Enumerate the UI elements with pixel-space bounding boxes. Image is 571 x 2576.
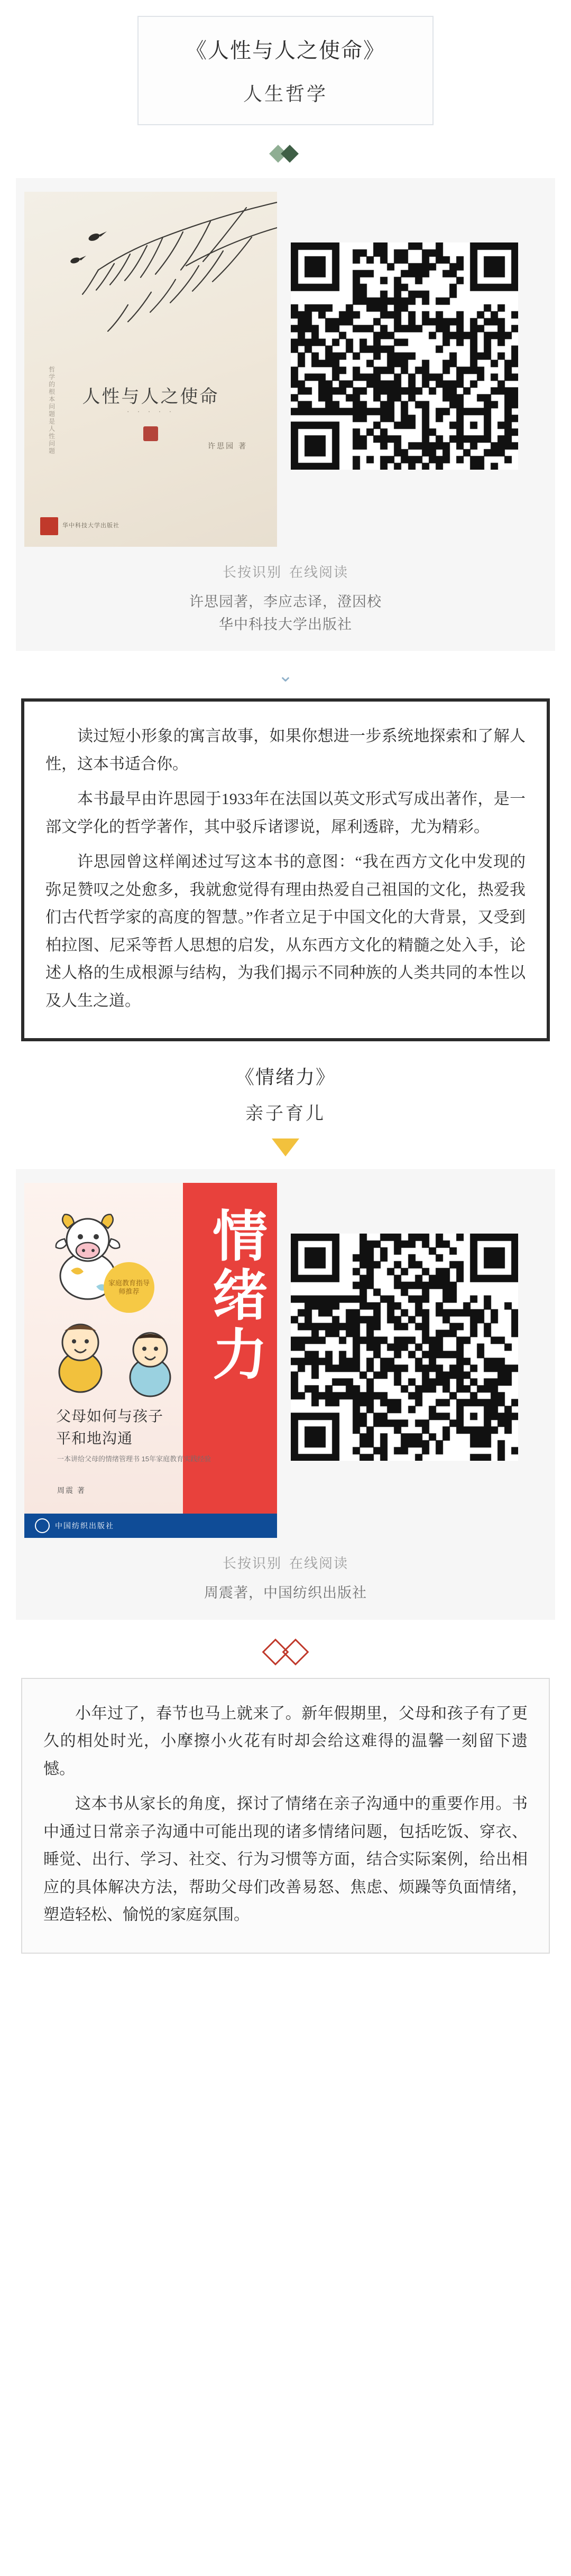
book1-credits bbox=[16, 591, 555, 636]
book2-credits-line1: 周震著，中国纺织出版社 bbox=[204, 1585, 367, 1601]
book2-qr-caption bbox=[16, 1553, 555, 1572]
book1-qr-caption bbox=[16, 562, 555, 581]
publisher-logo-icon bbox=[40, 517, 58, 535]
book2-subtitle: 亲子育儿 bbox=[245, 1104, 326, 1124]
book1-block bbox=[16, 178, 555, 651]
book2-cover-line2: 平和地沟通 bbox=[56, 1431, 133, 1448]
book2-qr-code[interactable] bbox=[291, 1234, 518, 1461]
book2-paragraph: 小年过了，春节也马上就来了。新年假期里，父母和孩子有了更久的相处时光，小摩擦小火花有时却会给这难得的温馨一刻留下遗憾。 bbox=[43, 1704, 528, 1778]
book1-qr-wrapper[interactable] bbox=[291, 242, 518, 472]
book1-credits-line2: 华中科技大学出版社 bbox=[219, 617, 352, 633]
branch-illustration-icon bbox=[24, 192, 277, 361]
chevron-down-icon: ⌄ bbox=[278, 666, 293, 686]
book1-cover-image bbox=[24, 192, 277, 547]
book2-paragraph: 这本书从家长的角度，探讨了情绪在亲子沟通中的重要作用。书中通过日常亲子沟通中可能出现的诸多情绪问题，包括吃饭、穿衣、睡觉、出行、学习、社交、行为习惯等方面，结合实际案例，给出相应的具体解决方法，帮助父母们改善易怒、焦虑、烦躁等负面情绪，塑造轻松、愉悦的家庭氛围。 bbox=[43, 1795, 528, 1924]
book2-qr-wrapper[interactable] bbox=[291, 1234, 518, 1463]
book1-subtitle: 人生哲学 bbox=[243, 83, 328, 105]
diamond-pair-icon bbox=[256, 1638, 315, 1664]
triangle-down-icon bbox=[272, 1138, 299, 1156]
book1-cover-side-text: 哲学的根本问题是人性问题 bbox=[48, 366, 56, 455]
book2-title: 《情绪力》 bbox=[235, 1067, 336, 1088]
publisher-logo-icon bbox=[35, 1518, 50, 1533]
book2-cover-image bbox=[24, 1183, 277, 1538]
book2-title-group bbox=[0, 1062, 571, 1125]
book1-qr-code[interactable] bbox=[291, 242, 518, 470]
book2-credits bbox=[16, 1582, 555, 1604]
book1-paragraph: 许思园曾这样阐述过写这本书的意图：“我在西方文化中发现的弥足赞叹之处愈多，我就愈觉得有理由热爱自己祖国的文化，热爱我们古代哲学家的高度的智慧。”作者立足于中国文化的大背景，又受到柏拉图、尼采等哲人思想的启发，从东西方文化的精髓之处入手，论述人格的生成根源与结构，为我们揭示不同种族的人类共同的本性以及人生之道。 bbox=[45, 853, 526, 1010]
book2-qr-caption-part1: 长按识别 bbox=[222, 1555, 282, 1572]
book2-cover-publisher bbox=[24, 1514, 277, 1538]
book2-description bbox=[21, 1678, 550, 1954]
book1-cover-publisher bbox=[40, 517, 119, 535]
book2-qr-caption-part2: 在线阅读 bbox=[289, 1555, 349, 1572]
book1-description bbox=[21, 698, 550, 1041]
book2-cover-badge: 家庭教育指导师推荐 bbox=[104, 1262, 154, 1313]
book1-qr-caption-part2: 在线阅读 bbox=[289, 564, 349, 580]
book1-title-card bbox=[137, 16, 434, 125]
seal-icon bbox=[143, 426, 158, 441]
book1-cover-publisher-name: 华中科技大学出版社 bbox=[62, 522, 119, 529]
book1-paragraph: 本书最早由许思园于1933年在法国以英文形式写成出著作，是一部文学化的哲学著作，其中驳斥诸谬说，犀利透辟，尤为精彩。 bbox=[45, 790, 526, 836]
book2-cover-line1: 父母如何与孩子 bbox=[56, 1408, 164, 1425]
child-illustration-icon bbox=[49, 1315, 112, 1394]
book1-title: 《人性与人之使命》 bbox=[186, 39, 385, 62]
book1-credits-line1: 许思园著，李应志译，澄因校 bbox=[189, 594, 382, 610]
book2-cover-title: 情绪力 bbox=[204, 1207, 265, 1385]
child-illustration-icon bbox=[118, 1324, 182, 1398]
book1-cover-title: 人性与人之使命 bbox=[82, 387, 219, 407]
book2-cover-small-text: 一本讲给父母的情绪管理书 15年家庭教育实践经验 bbox=[57, 1455, 211, 1463]
book1-cover-subtitle-dots: · · · · · bbox=[126, 407, 175, 415]
book1-qr-caption-part1: 长按识别 bbox=[222, 564, 282, 580]
book2-cover-author: 周震 著 bbox=[57, 1486, 86, 1495]
book1-cover-author: 许思园 著 bbox=[208, 442, 247, 450]
book2-cover-publisher-name: 中国纺织出版社 bbox=[55, 1522, 114, 1530]
book1-paragraph: 读过短小形象的寓言故事，如果你想进一步系统地探索和了解人性，这本书适合你。 bbox=[45, 727, 526, 773]
book2-block bbox=[16, 1169, 555, 1619]
diamond-divider-icon bbox=[270, 143, 301, 164]
